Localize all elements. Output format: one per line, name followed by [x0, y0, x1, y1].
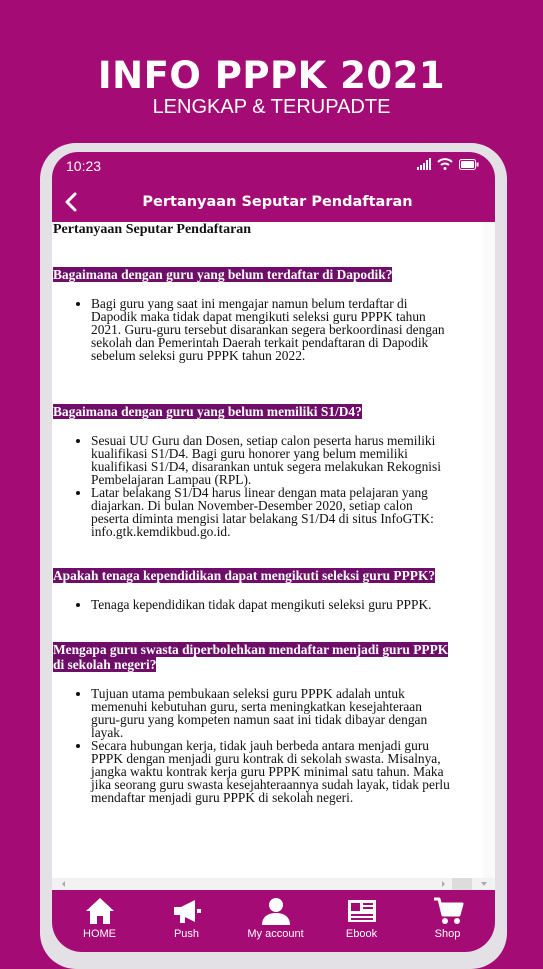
nav-push[interactable]: [149, 890, 224, 952]
question-heading: Bagaimana dengan guru yang belum memiliki S1/D4?: [53, 404, 362, 419]
battery-icon: [459, 159, 479, 170]
vertical-scrollbar[interactable]: [483, 222, 495, 878]
status-time: 10:23: [66, 158, 102, 174]
ebook-icon: [346, 896, 378, 926]
nav-shop[interactable]: [410, 890, 485, 952]
nav-label: Push: [173, 928, 200, 940]
phone-screen: [52, 152, 495, 952]
nav-label: HOME: [83, 928, 116, 940]
app-bar: [52, 182, 495, 222]
list-item: • Bagi guru yang saat ini mengajar namun belum terdaftar di Dapodik maka tidak dapat mengikuti seleksi guru PPPK tahun 2021. Guru-guru tersebut disarankan segera berkoordinasi dengan sekolah dan Pemerintah Daerah terkait pendaftaran di Dapodik sebelum seleksi guru PPPK tahun 2022.: [91, 297, 452, 362]
scroll-corner: [452, 878, 472, 890]
list-item: • Latar belakang S1/D4 harus linear dengan mata pelajaran yang diajarkan. Di bulan November-Desember 2020, setiap calon peserta diminta mengisi latar belakang S1/D4 di situs InfoGTK: info.gtk.kemdikbud.go.id.: [91, 486, 452, 538]
scroll-down-icon[interactable]: [478, 878, 490, 890]
signal-icon: [417, 158, 431, 170]
status-icons: [417, 158, 479, 170]
answer-list: [52, 598, 452, 611]
nav-label: My account: [247, 928, 304, 940]
cart-icon: [432, 896, 464, 926]
page-title: Pertanyaan Seputar Pendaftaran: [142, 194, 413, 210]
list-item: • Secara hubungan kerja, tidak jauh berbeda antara menjadi guru PPPK dengan menjadi guru kontrak di sekolah swasta. Misalnya, jangka waktu kontrak kerja guru PPPK minimal satu tahun. Maka jika seorang guru swasta kesejahteraannya sudah layak, tidak perlu mendaftar menjadi guru PPPK di sekolah negeri.: [91, 739, 452, 804]
question-heading: Mengapa guru swasta diperbolehkan mendaftar menjadi guru PPPK di sekolah negeri?: [53, 642, 449, 672]
nav-home[interactable]: [62, 890, 137, 952]
home-icon: [84, 896, 116, 926]
nav-label: Shop: [434, 928, 461, 940]
answer-list: [52, 297, 452, 362]
promo-title: INFO PPPK 2021: [97, 54, 446, 97]
nav-ebook[interactable]: [324, 890, 399, 952]
user-icon: [260, 896, 292, 926]
list-item: • Tenaga kependidikan tidak dapat mengikuti seleksi guru PPPK.: [91, 598, 452, 611]
nav-label: Ebook: [345, 928, 378, 940]
article-content: [52, 222, 452, 878]
status-bar: [52, 152, 495, 182]
question-heading: Bagaimana dengan guru yang belum terdaftar di Dapodik?: [53, 267, 393, 282]
megaphone-icon: [171, 896, 203, 926]
list-item: • Tujuan utama pembukaan seleksi guru PPPK adalah untuk memenuhi kebutuhan guru, serta meningkatkan kesejahteraan guru-guru yang kompeten namun saat ini tidak dibayar dengan layak.: [91, 687, 452, 739]
article-heading: Pertanyaan Seputar Pendaftaran: [53, 222, 252, 237]
scroll-left-icon[interactable]: [58, 878, 70, 890]
list-item: • Sesuai UU Guru dan Dosen, setiap calon peserta harus memiliki kualifikasi S1/D4. Bagi guru honorer yang belum memiliki kualifikasi S1/D4, disarankan untuk segera melakukan Rekognisi Pembelajaran Lampau (RPL).: [91, 434, 452, 486]
promo-subtitle: LENGKAP & TERUPADTE: [152, 96, 391, 118]
answer-list: [52, 687, 452, 804]
wifi-icon: [437, 158, 453, 170]
nav-my-account[interactable]: [238, 890, 313, 952]
answer-list: [52, 434, 452, 538]
scroll-right-icon[interactable]: [437, 878, 449, 890]
question-heading: Apakah tenaga kependidikan dapat mengikuti seleksi guru PPPK?: [53, 568, 436, 583]
horizontal-scrollbar[interactable]: [52, 878, 495, 890]
bottom-nav: [52, 890, 495, 952]
